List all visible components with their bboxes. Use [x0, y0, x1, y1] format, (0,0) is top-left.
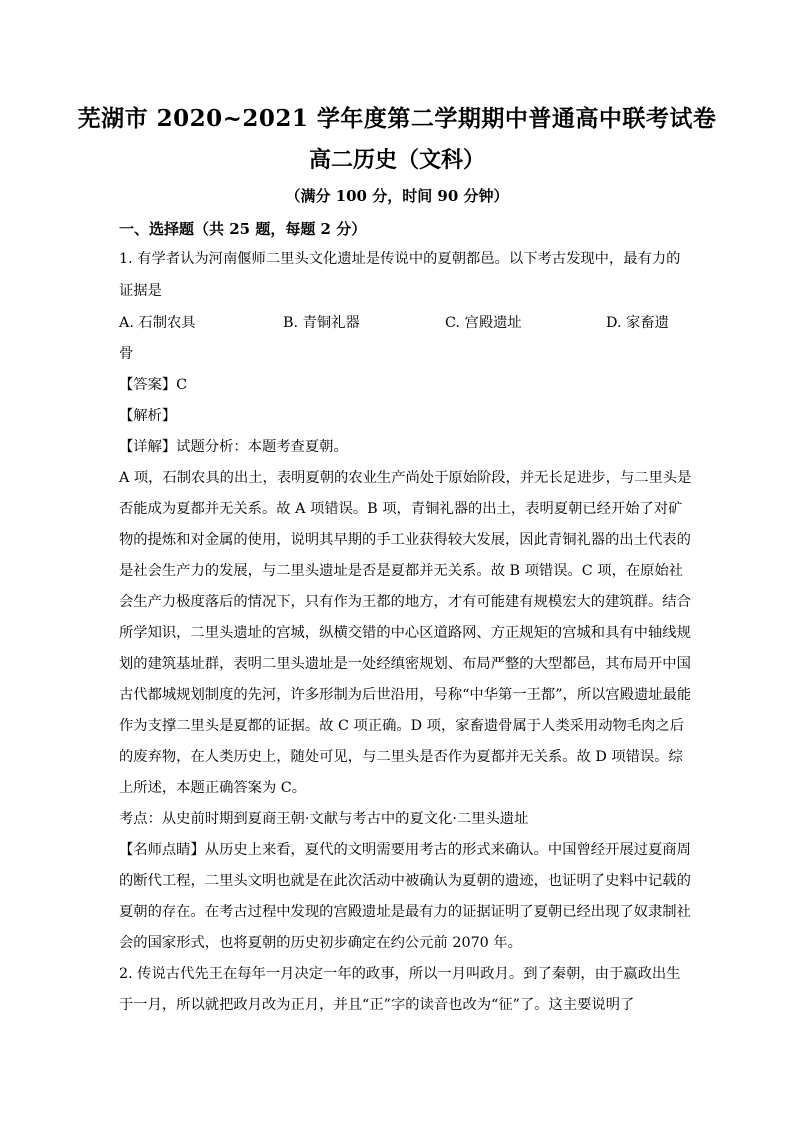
q1-kaodian: 考点：从史前时期到夏商王朝·文献与考古中的夏文化·二里头遗址: [119, 811, 529, 827]
q1-detail-line: 物的提炼和对金属的使用，说明其早期的手工业获得较大发展，因此青铜礼器的出土代表的: [119, 532, 691, 548]
section-heading: 一、选择题（共 25 题，每题 2 分）: [119, 220, 367, 238]
q1-option-d-wrap: 骨: [119, 346, 134, 362]
q1-option-a: A. 石制农具: [119, 315, 196, 331]
q1-option-d: D. 家畜遗: [606, 315, 669, 331]
q1-detail-line: 否能成为夏都并无关系。故 A 项错误。B 项，青铜礼器的出土，表明夏朝已经开始了对矿: [119, 501, 683, 517]
exam-subtitle: 高二历史（文科）: [308, 147, 485, 173]
q1-detail-line: A 项，石制农具的出土，表明夏朝的农业生产尚处于原始阶段，并无长足进步，与二里头是: [119, 470, 692, 486]
q1-option-c: C. 宫殿遗址: [445, 315, 522, 331]
q1-detail-line: 的废弃物，在人类历史上，随处可见，与二里头是否作为夏都并无关系。故 D 项错误。综: [119, 749, 683, 765]
q1-stem-line: 1. 有学者认为河南偃师二里头文化遗址是传说中的夏朝都邑。以下考古发现中，最有力的: [119, 251, 681, 267]
q2-stem-line: 2. 传说古代先王在每年一月决定一年的政事，所以一月叫政月。到了秦朝，由于嬴政出生: [119, 966, 681, 982]
q1-detail-line: 是社会生产力的发展，与二里头遗址是否是夏都并无关系。故 B 项错误。C 项，在原始社: [119, 563, 684, 579]
q1-detail-line: 会生产力极度落后的情况下，只有作为王都的地方，才有可能建有规模宏大的建筑群。结合: [119, 594, 691, 610]
q1-stem-line: 证据是: [119, 283, 162, 299]
q1-detail-line: 上所述，本题正确答案为 C。: [119, 780, 307, 796]
q1-mingshi-line: 会的国家形式，也将夏朝的历史初步确定在约公元前 2070 年。: [119, 935, 522, 951]
q1-option-b: B. 青铜礼器: [283, 315, 360, 331]
q1-mingshi-line: 夏朝的存在。在考古过程中发现的宫殿遗址是最有力的证据证明了夏朝已经出现了奴隶制社: [119, 904, 691, 920]
q1-analysis-label: 【解析】: [119, 408, 177, 424]
q2-stem-line: 于一月，所以就把政月改为正月，并且“正”字的读音也改为“征”了。这主要说明了: [119, 997, 635, 1013]
q1-detail-line: 古代都城规划制度的先河，许多形制为后世沿用，号称“中华第一王都”，所以宫殿遗址最能: [119, 687, 692, 703]
q1-detail-line: 作为支撑二里头是夏都的证据。故 C 项正确。D 项，家畜遗骨属于人类采用动物毛肉之后: [119, 718, 685, 734]
q1-mingshi-line: 【名师点睛】从历史上来看，夏代的文明需要用考古的形式来确认。中国曾经开展过夏商周: [119, 842, 691, 858]
q1-answer: 【答案】C: [119, 377, 188, 393]
q1-detail-line: 所学知识，二里头遗址的宫城，纵横交错的中心区道路网、方正规矩的宫城和具有中轴线规: [119, 625, 691, 641]
q1-detail-line: 划的建筑基址群，表明二里头遗址是一处经缜密规划、布局严整的大型都邑，其布局开中国: [119, 656, 691, 672]
q1-mingshi-line: 的断代工程，二里头文明也就是在此次活动中被确认为夏朝的遗迹，也证明了史料中记载的: [119, 873, 691, 889]
exam-title: 芜湖市 2020~2021 学年度第二学期期中普通高中联考试卷: [77, 105, 717, 132]
exam-meta: （满分 100 分，时间 90 分钟）: [285, 187, 509, 205]
q1-detail-line: 【详解】试题分析：本题考查夏朝。: [119, 439, 348, 455]
